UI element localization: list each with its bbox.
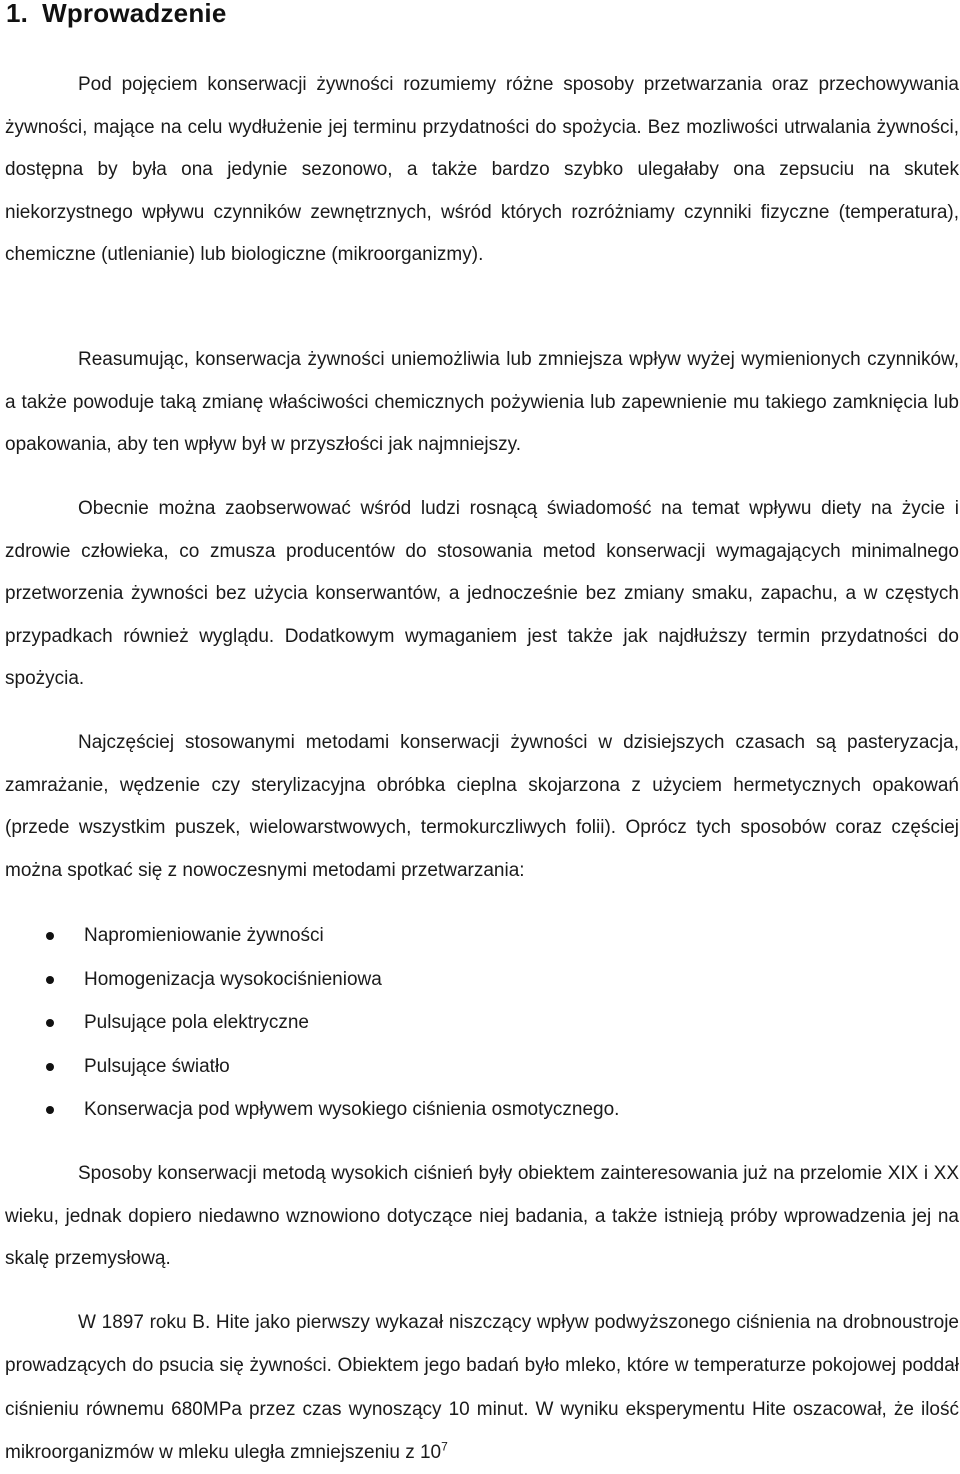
paragraph-methods: Najczęściej stosowanymi metodami konserwacji żywności w dzisiejszych czasach są pasteryzacja, zamrażanie, wędzenie czy sterylizacyjna obróbka cieplna skojarzona z użyciem hermetycznych opakowań (przede wszystkim puszek, wielowarstwowych, termokurczliwych folii). Oprócz tych sposobów coraz częściej można spotkać się z nowoczesnymi metodami przetwarzania: — [5, 732, 959, 881]
paragraph-hite — [5, 1301, 959, 1474]
paragraph-hite-text: W 1897 roku B. Hite jako pierwszy wykazał niszczący wpływ podwyższonego ciśnienia na drobnoustroje prowadzących do psucia się żywności. Obiektem jego badań było mleko, które w temperaturze pokojowej poddał ciśnieniu równemu 680MPa przez czas wynoszący 10 minut. W wyniku eksperymentu Hite oszacował, że ilość mikroorganizmów w mleku uległa zmniejszeniu z 10 — [5, 1312, 959, 1463]
list-item-label: Napromieniowanie żywności — [84, 925, 324, 946]
paragraph-definition: Pod pojęciem konserwacji żywności rozumiemy różne sposoby przetwarzania oraz przechowywania żywności, mające na celu wydłużenie jej terminu przydatności do spożycia. Bez mozliwości utrwalania żywności, dostępna by była ona jedynie sezonowo, a także bardzo szybko ulegałaby ona zepsuciu na skutek niekorzystnego wpływu czynników zewnętrznych, wśród których rozróżniamy czynniki fizyczne (temperatura), chemiczne (utlenianie) lub biologiczne (mikroorganizmy). — [5, 74, 959, 266]
list-item-label: Pulsujące światło — [84, 1055, 230, 1077]
paragraph-summary: Reasumując, konserwacja żywności uniemożliwia lub zmniejsza wpływ wyżej wymienionych czynników, a także powoduje taką zmianę właściwości chemicznych pożywienia lub zapewnienie mu takiego zamknięcia lub opakowania, aby ten wpływ był w przyszłości jak najmniejszy. — [5, 349, 959, 456]
bullet-icon — [46, 976, 54, 984]
list-item — [0, 914, 960, 958]
list-item-label: Homogenizacja wysokociśnieniowa — [84, 968, 382, 990]
list-item — [0, 1001, 960, 1045]
bullet-icon — [46, 1019, 54, 1027]
section-heading — [6, 0, 227, 29]
exponent: 7 — [441, 1439, 448, 1454]
list-item-label: Pulsujące pola elektryczne — [84, 1012, 309, 1034]
list-item — [0, 1088, 960, 1132]
list-item-label: Konserwacja pod wpływem wysokiego ciśnienia osmotycznego. — [84, 1099, 620, 1121]
section-title: Wprowadzenie — [42, 0, 227, 28]
modern-methods-list — [0, 914, 960, 1132]
bullet-icon — [46, 932, 54, 940]
paragraph-high-pressure: Sposoby konserwacji metodą wysokich ciśnień były obiektem zainteresowania już na przelomie XIX i XX wieku, jednak dopiero niedawno wznowiono dotyczące niej badania, a także istnieją próby wprowadzenia jej na skalę przemysłową. — [5, 1163, 959, 1270]
bullet-icon — [46, 1106, 54, 1114]
bullet-icon — [46, 1063, 54, 1071]
paragraph-awareness: Obecnie można zaobserwować wśród ludzi rosnącą świadomość na temat wpływu diety na życie i zdrowie człowieka, co zmusza producentów do stosowania metod konserwacji wymagających minimalnego przetworzenia żywności bez użycia konserwantów, a jednocześnie bez zmiany smaku, zapachu, a w częstych przypadkach również wyglądu. Dodatkowym wymaganiem jest także jak najdłuższy termin przydatności do spożycia. — [5, 498, 959, 690]
section-number: 1. — [6, 0, 29, 28]
list-item — [0, 1045, 960, 1089]
list-item — [0, 958, 960, 1002]
